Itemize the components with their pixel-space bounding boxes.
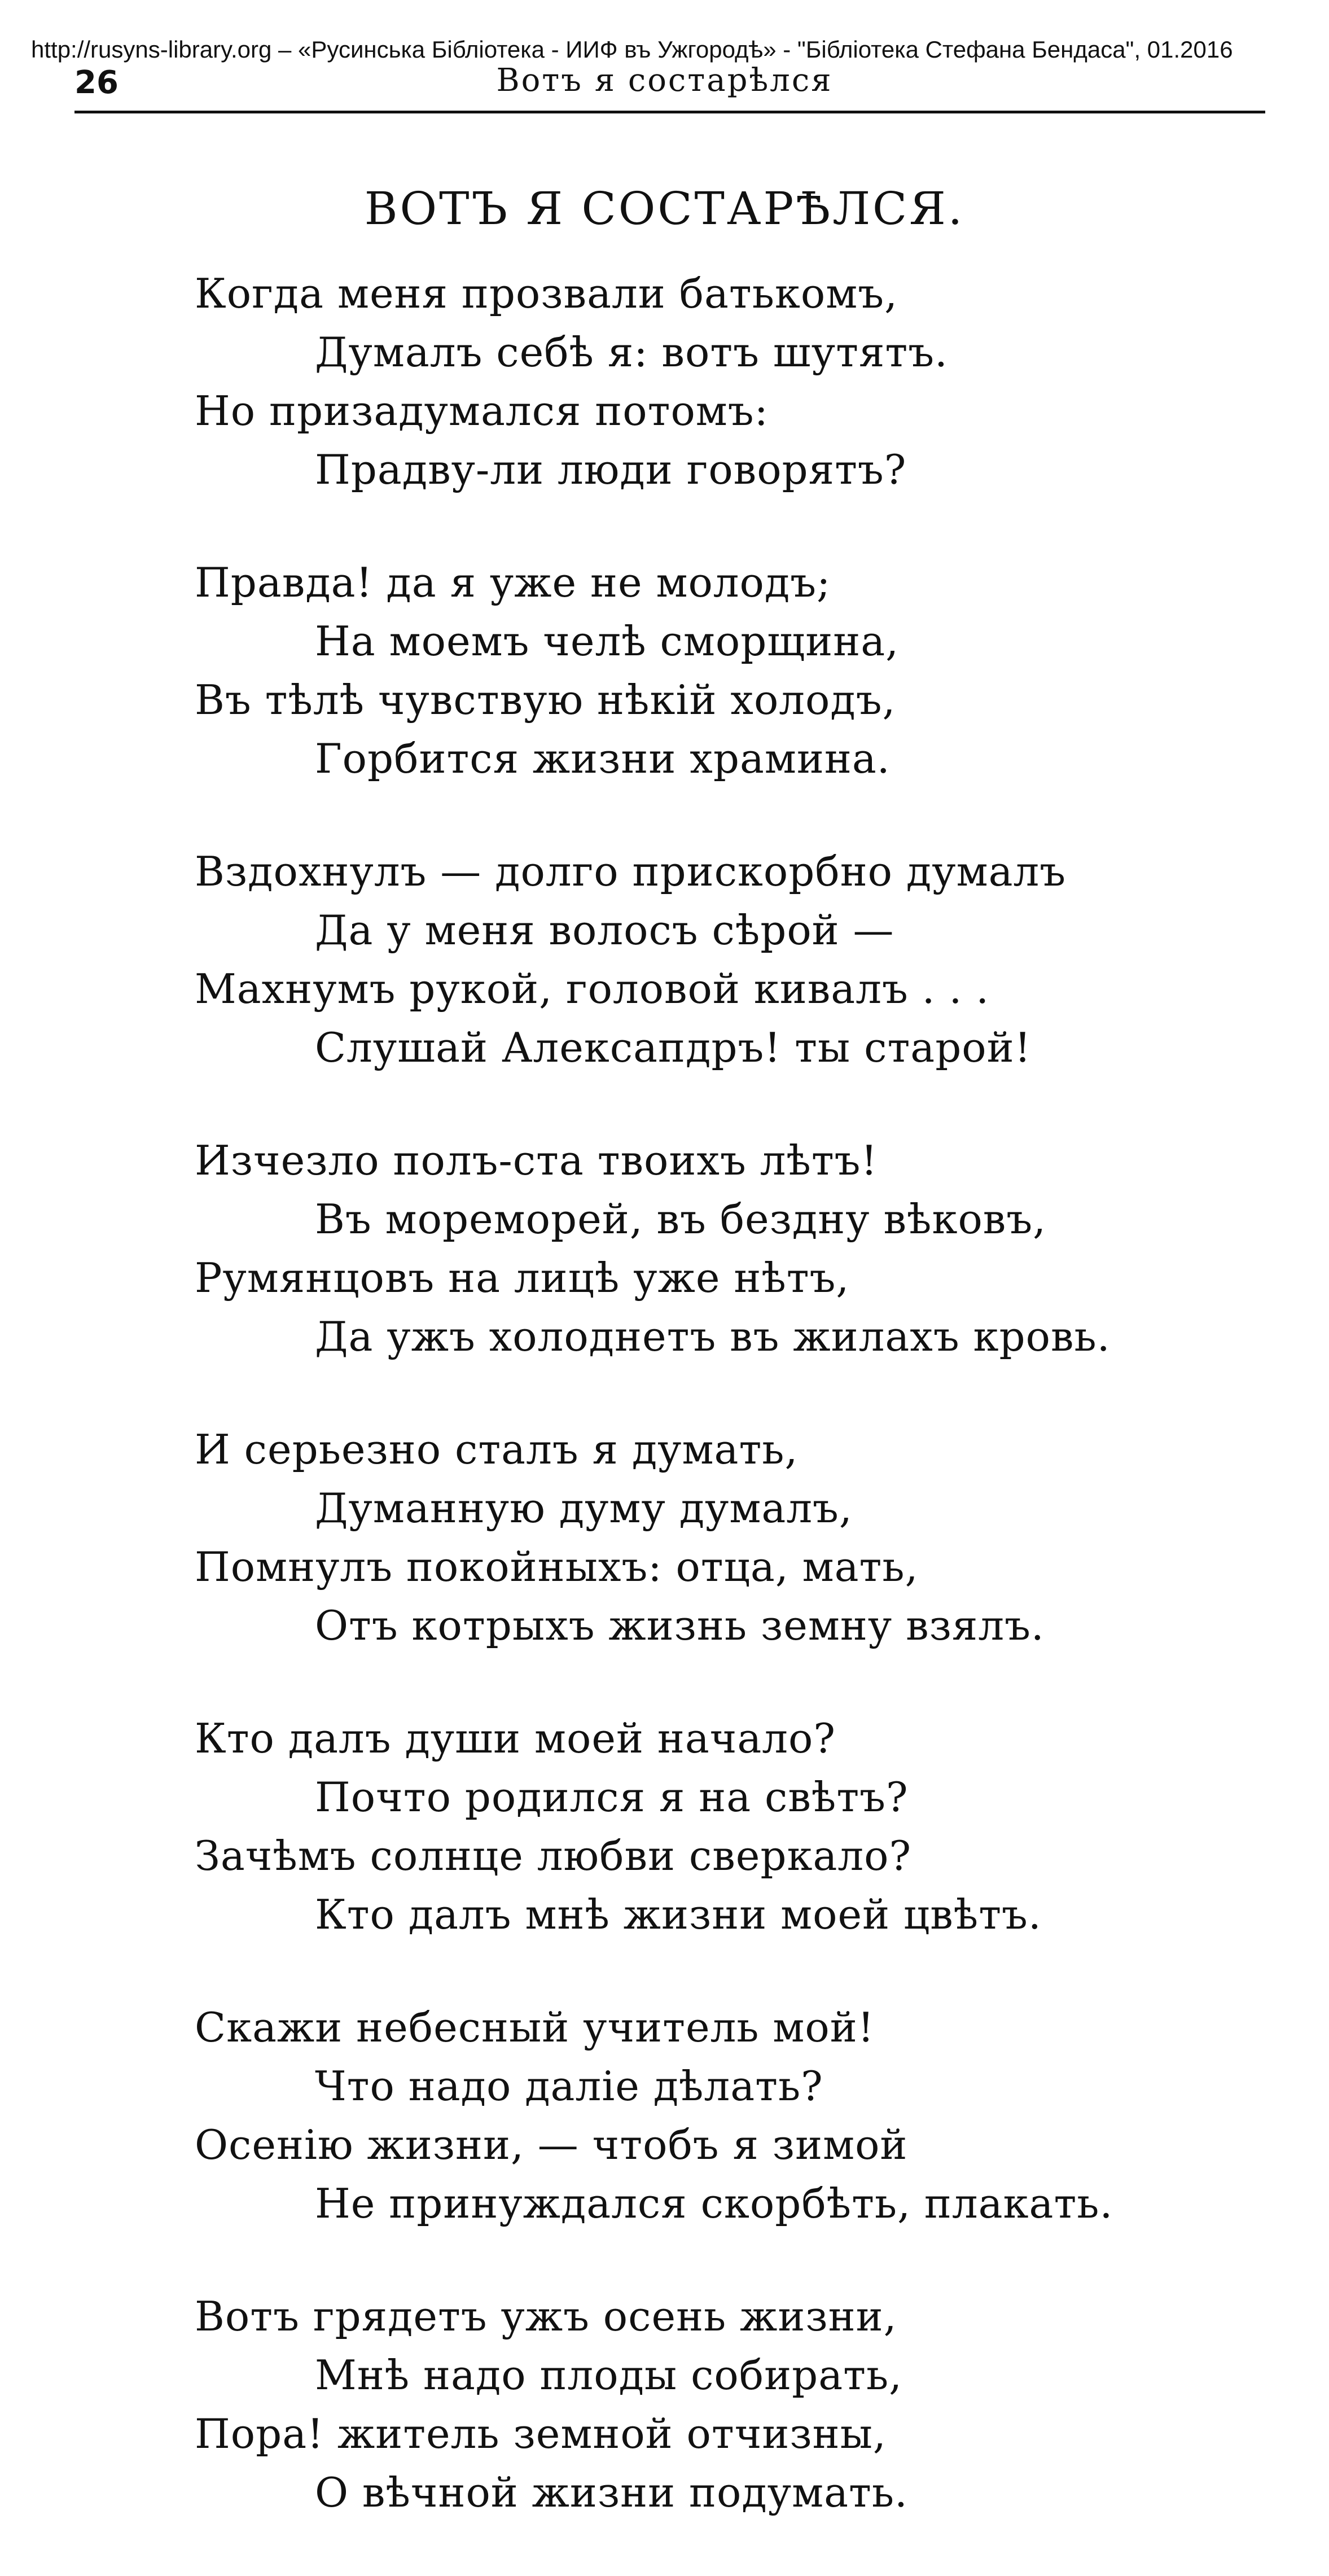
poem-line: Изчезло полъ-ста твоихъ лѣтъ! [195, 1137, 878, 1184]
poem-line: Кто далъ души моей начало? [195, 1715, 836, 1762]
poem-line: Думанную думу думалъ, [315, 1484, 853, 1532]
poem-line: Румянцовъ на лицѣ уже нѣтъ, [195, 1254, 850, 1302]
poem-line: Отъ котрыхъ жизнь земну взялъ. [315, 1602, 1045, 1649]
poem-line: Зачѣмъ солнце любви сверкало? [195, 1832, 912, 1880]
poem-line: Вздохнулъ — долго прискорбно думалъ [195, 848, 1067, 895]
header-divider [74, 111, 1265, 113]
stanza [195, 1131, 1267, 1366]
source-url-line: http://rusyns-library.org – «Русинська Бібліотека - ИИФ въ Ужгородѣ» - "Бібліотека Стефана Бендаса", 01.2016 [31, 36, 1233, 63]
poem-line: Когда меня прозвали батькомъ, [195, 270, 898, 317]
stanza [195, 1709, 1267, 1944]
poem-line: Да у меня волосъ сѣрой — [315, 906, 894, 954]
poem-line: Въ мореморей, въ бездну вѣковъ, [315, 1195, 1047, 1243]
poem-line: Скажи небесный учитель мой! [195, 2004, 875, 2051]
poem-line: Прадву-ли люди говорятъ? [315, 446, 907, 493]
poem-line: Пора! житель земной отчизны, [195, 2410, 887, 2457]
poem-line: На моемъ челѣ сморщина, [315, 617, 900, 665]
poem-line: Осенію жизни, — чтобъ я зимой [195, 2121, 908, 2168]
poem-line: Слушай Алексапдръ! ты старой! [315, 1024, 1032, 1071]
poem-title: ВОТЪ Я СОСТАРѢЛСЯ. [364, 182, 965, 235]
poem-line: Но призадумался потомъ: [195, 387, 769, 435]
poem-line: Правда! да я уже не молодъ; [195, 559, 831, 606]
stanza [195, 1420, 1267, 1655]
poem-line: О вѣчной жизни подумать. [315, 2469, 908, 2516]
stanza [195, 2287, 1267, 2522]
poem-line: И серьезно сталъ я думать, [195, 1426, 799, 1473]
poem-line: Помнулъ покойныхъ: отца, мать, [195, 1543, 919, 1591]
stanza [195, 264, 1267, 499]
poem-line: Почто родился я на свѣтъ? [315, 1773, 909, 1821]
poem-line: Мнѣ надо плоды собирать, [315, 2351, 903, 2399]
page-number: 26 [74, 64, 119, 101]
poem-line: Махнумъ рукой, головой кивалъ . . . [195, 965, 990, 1013]
stanza [195, 553, 1267, 788]
running-title: Вотъ я состарѣлся [496, 62, 833, 99]
poem-line: Въ тѣлѣ чувствую нѣкій холодъ, [195, 676, 896, 724]
poem-line: Не принуждался скорбѣть, плакать. [315, 2180, 1113, 2227]
poem-line: Да ужъ холоднетъ въ жилахъ кровь. [315, 1313, 1111, 1360]
poem-line: Что надо даліе дѣлать? [315, 2062, 823, 2110]
poem-line: Кто далъ мнѣ жизни моей цвѣтъ. [315, 1891, 1042, 1938]
stanza [195, 1998, 1267, 2233]
poem-line: Вотъ грядетъ ужъ осень жизни, [195, 2293, 897, 2340]
poem-body [195, 264, 1267, 2576]
poem-line: Думалъ себѣ я: вотъ шутятъ. [315, 328, 948, 376]
poem-line: Горбится жизни храмина. [315, 735, 891, 782]
stanza [195, 842, 1267, 1077]
